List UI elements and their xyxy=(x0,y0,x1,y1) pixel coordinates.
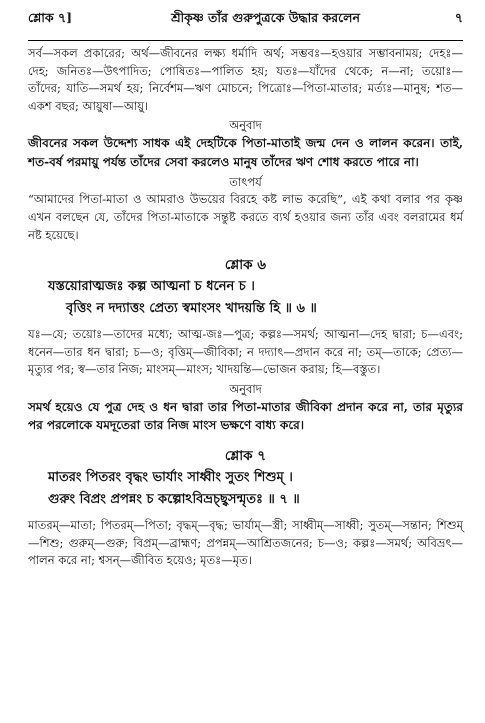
verse-7-line-2: গুরুং বিপ্রং প্রপন্নং চ কল্পোঽবিভ্রচ্ছ্বসন্মৃতঃ ॥ ৭ ॥ xyxy=(48,491,300,507)
verse-7-title: শ্লোক ৭ xyxy=(224,447,267,464)
translation-label-verse-6: অনুবাদ xyxy=(229,381,262,396)
page-number: ৭ xyxy=(454,10,463,25)
translation-text-verse-6: সমর্থ হয়েও যে পুত্র দেহ ও ধন দ্বারা তার পিতা-মাতার জীবিকা প্রদান করে না, তার মৃত্যুর পর পরলোকে যমদূতেরা তার নিজ মাংস ভক্ষণে বাধ্য করে। xyxy=(28,399,463,433)
word-for-word-verse-6: যঃ—যে; তয়োঃ—তাদের মধ্যে; আত্ম-জঃ—পুত্র; কল্পঃ—সমর্থ; আত্মনা—দেহ দ্বারা; চ—এবং; ধনেন—তার ধন দ্বারা; চ—ও; বৃত্তিম্—জীবিকা; ন দদ্যাৎ—প্রদান করে না; তম্—তাকে; প্রেত্য—মৃত্যুর পর; স্ব—তার নিজ; মাংসম্—মাংস; খাদয়ন্তি—ভোজন করায়; হি—বস্তুত। xyxy=(28,327,463,377)
verse-6-line-1: যস্তয়োরাত্মজঃ কল্প আত্মনা চ ধনেন চ । xyxy=(48,279,255,295)
purport-text: “আমাদের পিতা-মাতা ও আমরাও উভয়ের বিরহে কষ্ট লাভ করেছি”, এই কথা বলার পর কৃষ্ণ এখন বলছেন যে, তাঁদের পিতা-মাতাকে সন্তুষ্ট করতে ব্যর্থ হওয়ার জন্য তাঁর এবং বলরামের ধর্ম নষ্ট হয়েছে। xyxy=(28,192,463,242)
word-for-word-verse-7: মাতরম্—মাতা; পিতরম্—পিতা; বৃদ্ধম্—বৃদ্ধ; ভার্যাম্—স্ত্রী; সাধ্বীম্—সাধ্বী; সুতম্—সন্তান; শিশুম্—শিশু; গুরুম্—গুরু; বিপ্রম্—ব্রাহ্মণ; প্রপন্নম্—আশ্রিতজনের; চ—ও; কল্পঃ—সমর্থ; অবিভ্রৎ—পালন করে না; শ্বসন্—জীবিত হয়েও; মৃতঃ—মৃত। xyxy=(28,517,463,568)
verse-6-line-2: বৃত্তিং ন দদ্যাত্তং প্রেত্য স্বমাংসং খাদয়ন্তি হি ॥ ৬ ॥ xyxy=(66,301,317,317)
header-verse-ref: শ্লোক ৭] xyxy=(28,10,72,25)
purport-label: তাৎপর্য xyxy=(229,175,262,190)
chapter-title: শ্রীকৃষ্ণ তাঁর গুরুপুত্রকে উদ্ধার করলেন xyxy=(171,10,360,25)
word-for-word-block-1: সর্ব—সকল প্রকারের; অর্থ—জীবনের লক্ষ্য ধর্মাদি অর্থ; সম্ভবঃ—হওয়ার সম্ভাবনাময়; দেহঃ—দেহ; জনিতঃ—উৎপাদিত; পোষিতঃ—পালিত হয়; যতঃ—যাঁদের থেকে; ন—না; তয়োঃ—তাঁদের; যাতি—সমর্থ হয়; নির্বেশম—ঋণ মোচনে; পিত্রোঃ—পিতা-মাতার; মর্ত্যঃ—মানুষ; শত—একশ বছর; আয়ুষা—আয়ু। xyxy=(28,46,463,113)
translation-text-1: জীবনের সকল উদ্দেশ্য সাধক এই দেহটিকে পিতা-মাতাই জন্ম দেন ও লালন করেন। তাই, শত-বর্ষ পরমায়ু পর্যন্ত তাঁদের সেবা করলেও মানুষ তাঁদের ঋণ শোধ করতে পারে না। xyxy=(28,136,463,169)
running-header xyxy=(28,0,463,41)
verse-6-title: শ্লোক ৬ xyxy=(224,257,267,274)
translation-label-1: অনুবাদ xyxy=(229,118,262,133)
verse-7-line-1: মাতরং পিতরং বৃদ্ধং ভার্যাং সাধ্বীং সুতং শিশুম্ । xyxy=(48,469,293,485)
